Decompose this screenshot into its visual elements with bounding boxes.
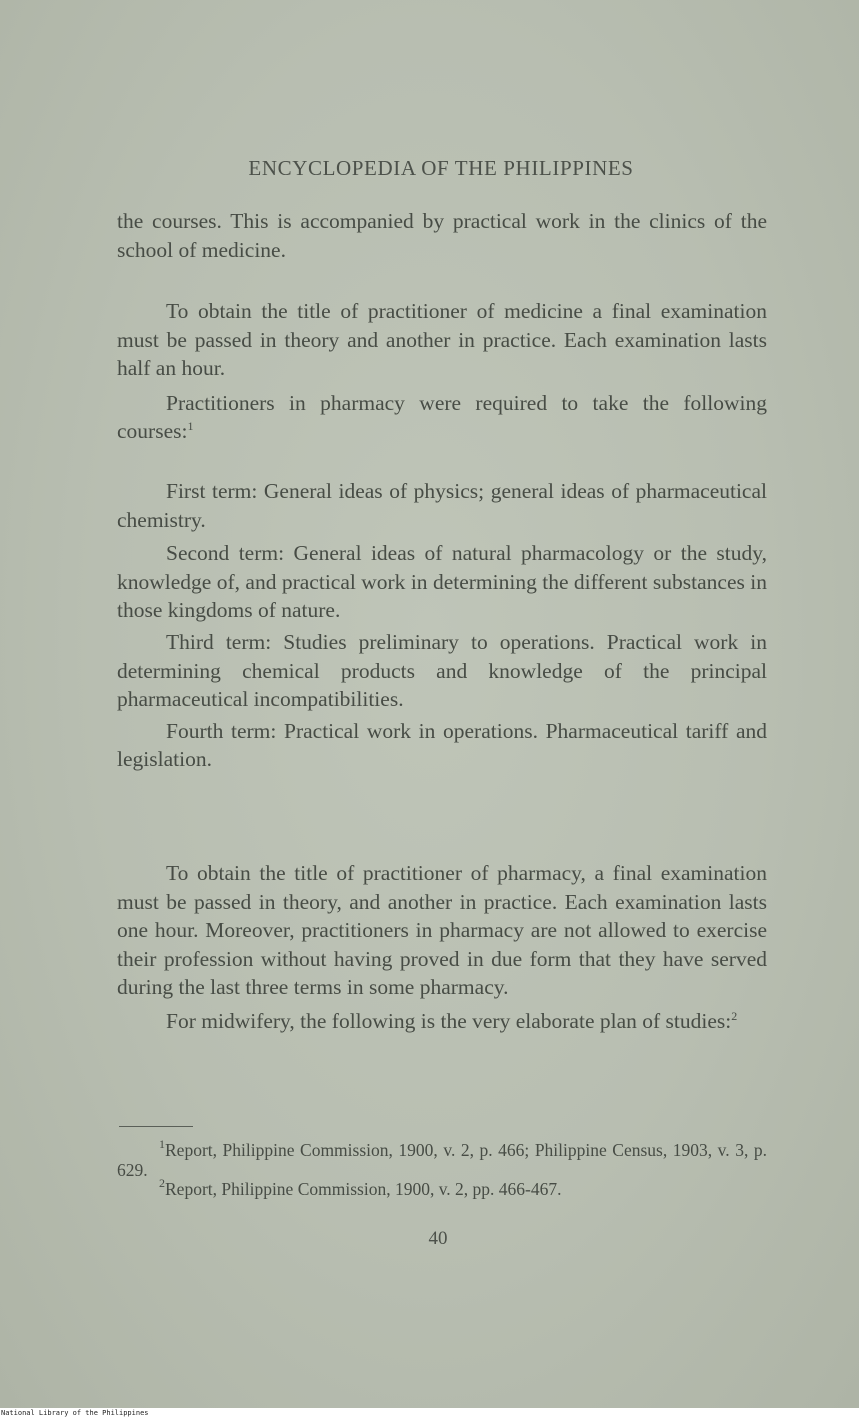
paragraph-block-2 (117, 297, 767, 446)
footnote-ref-1: 1 (187, 419, 194, 434)
footnote-mark-1: 1 (159, 1137, 165, 1151)
page-number: 40 (428, 1228, 448, 1249)
footnote-1 (117, 1137, 767, 1180)
paragraph-block-3 (117, 477, 767, 774)
paragraph-2: To obtain the title of practitioner of medicine a final examination must be passed in theory and another in practice. Each examination lasts half an hour. (117, 299, 767, 381)
paragraph-9-text: For midwifery, the following is the very elaborate plan of studies: (166, 1008, 732, 1033)
paragraph-6: Third term: Studies preliminary to operations. Practical work in determining chemical products and knowledge of the principal pharmaceutical incompatibilities. (117, 629, 767, 712)
paragraph-5: Second term: General ideas of natural pharmacology or the study, knowledge of, and practical work in determining the different substances in those kingdoms of nature. (117, 541, 767, 623)
paragraph-3 (117, 389, 767, 446)
paragraph-block-4 (117, 859, 767, 1036)
paragraph-3-text: Practitioners in pharmacy were required to take the following courses: (117, 390, 767, 444)
footnote-1-text: Report, Philippine Commission, 1900, v. 2, p. 466; Philippine Census, 1903, v. 3, p. 629. (117, 1140, 767, 1180)
paragraph-1: the courses. This is accompanied by practical work in the clinics of the school of medicine. (117, 209, 767, 262)
paragraph-9 (117, 1007, 767, 1036)
footnotes (117, 1137, 767, 1200)
paragraph-block-1 (117, 207, 767, 264)
library-credit: National Library of the Philippines (1, 1409, 149, 1417)
footnote-divider (119, 1126, 193, 1127)
paragraph-7: Fourth term: Practical work in operations. Pharmaceutical tariff and legislation. (117, 718, 767, 772)
paragraph-4: First term: General ideas of physics; general ideas of pharmaceutical chemistry. (117, 479, 767, 532)
running-head: ENCYCLOPEDIA OF THE PHILIPPINES (248, 156, 634, 180)
paragraph-8: To obtain the title of practitioner of pharmacy, a final examination must be passed in theory, and another in practice. Each examination lasts one hour. Moreover, practitioners in pharmacy are not allowed to exercise their profession without having proved in due form that they have served during the last three terms in some pharmacy. (117, 861, 767, 1000)
footnote-mark-2: 2 (159, 1176, 165, 1190)
footnote-2-text: Report, Philippine Commission, 1900, v. 2, pp. 466-467. (165, 1179, 562, 1199)
footnote-ref-2: 2 (731, 1008, 738, 1023)
footnote-2 (117, 1176, 767, 1200)
